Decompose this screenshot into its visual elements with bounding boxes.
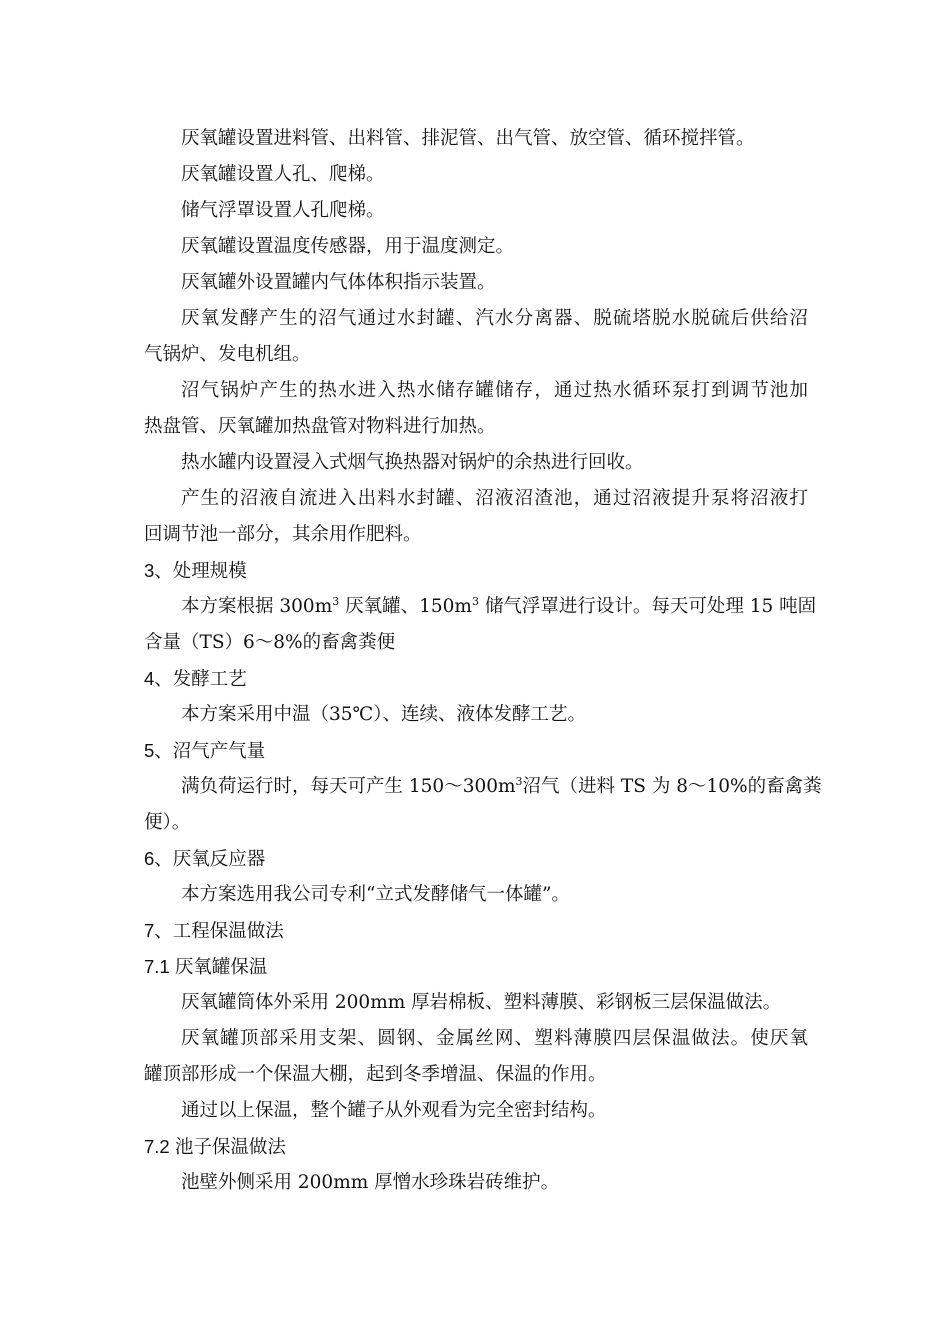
paragraph: 沼气锅炉产生的热水进入热水储存罐储存，通过热水循环泵打到调节池加: [181, 380, 808, 401]
superscript: 3: [471, 594, 479, 608]
text-run: 沼气（进料 TS 为 8～10%的畜禽粪: [522, 776, 822, 797]
paragraph-continuation: 罐顶部形成一个保温大棚，起到冬季增温、保温的作用。: [144, 1064, 607, 1085]
paragraph-continuation: 气锅炉、发电机组。: [144, 344, 311, 365]
paragraph: 产生的沼液自流进入出料水封罐、沼液沼渣池，通过沼液提升泵将沼液打: [181, 488, 808, 509]
paragraph: 本方案选用我公司专利“立式发酵储气一体罐”。: [181, 884, 570, 905]
section-heading: 6、厌氧反应器: [144, 848, 266, 869]
paragraph: 厌氧发酵产生的沼气通过水封罐、汽水分离器、脱硫塔脱水脱硫后供给沼: [181, 308, 808, 329]
paragraph: 本方案采用中温（35℃）、连续、液体发酵工艺。: [181, 704, 586, 725]
text-run: 厌氧罐、150m: [339, 596, 472, 617]
paragraph: 厌氧罐设置人孔、爬梯。: [181, 164, 385, 185]
paragraph: [181, 774, 822, 799]
paragraph: 厌氧罐筒体外采用 200mm 厚岩棉板、塑料薄膜、彩钢板三层保温做法。: [181, 992, 782, 1013]
subsection-heading: 7.2 池子保温做法: [144, 1136, 286, 1157]
paragraph: 池壁外侧采用 200mm 厚憎水珍珠岩砖维护。: [181, 1172, 560, 1193]
paragraph: 厌氧罐设置温度传感器，用于温度测定。: [181, 236, 515, 257]
paragraph: 厌氧罐外设置罐内气体体积指示装置。: [181, 272, 496, 293]
paragraph: 热水罐内设置浸入式烟气换热器对锅炉的余热进行回收。: [181, 452, 644, 473]
paragraph: [181, 594, 817, 619]
paragraph: 通过以上保温，整个罐子从外观看为完全密封结构。: [181, 1100, 607, 1121]
superscript: 3: [515, 774, 523, 788]
paragraph: 储气浮罩设置人孔爬梯。: [181, 200, 385, 221]
paragraph: 厌氧罐顶部采用支架、圆钢、金属丝网、塑料薄膜四层保温做法。使厌氧: [181, 1028, 808, 1049]
paragraph-continuation: 热盘管、厌氧罐加热盘管对物料进行加热。: [144, 416, 496, 437]
paragraph-continuation: 回调节池一部分，其余用作肥料。: [144, 524, 422, 545]
text-run: 本方案根据 300m: [181, 596, 333, 617]
section-heading: 7、工程保温做法: [144, 920, 284, 941]
section-heading: 3、处理规模: [144, 560, 247, 581]
paragraph-continuation: 便）。: [144, 812, 191, 833]
paragraph-continuation: 含量（TS）6～8%的畜禽粪便: [144, 632, 396, 653]
text-run: 满负荷运行时，每天可产生 150～300m: [181, 776, 516, 797]
section-heading: 4、发酵工艺: [144, 668, 247, 689]
section-heading: 5、沼气产气量: [144, 740, 266, 761]
superscript: 3: [332, 594, 340, 608]
subsection-heading: 7.1 厌氧罐保温: [144, 956, 268, 977]
text-run: 储气浮罩进行设计。每天可处理 15 吨固: [478, 596, 817, 617]
paragraph: 厌氧罐设置进料管、出料管、排泥管、出气管、放空管、循环搅拌管。: [181, 128, 755, 149]
